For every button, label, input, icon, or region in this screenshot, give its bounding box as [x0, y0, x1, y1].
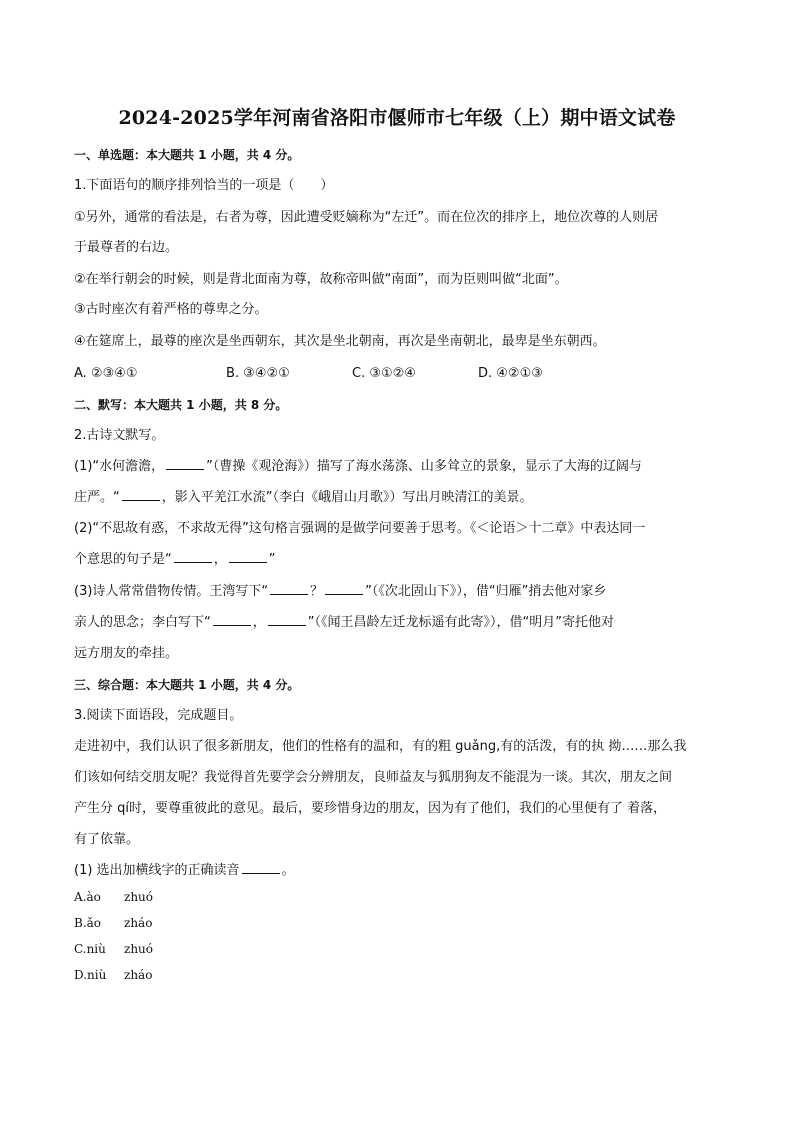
choice-key: B.ǎo [74, 916, 102, 930]
q3-subquestion-1-text: (1) 选出加横线字的正确读音 [74, 863, 240, 878]
answer-blank[interactable] [122, 488, 160, 501]
section-heading-dictation: 二、默写：本大题共 1 小题，共 8 分。 [74, 398, 288, 412]
q2-part1-text-a: (1)“水何澹澹， [74, 459, 165, 474]
q2-part3-text-a: (3)诗人常常借物传情。王湾写下“ [74, 584, 269, 599]
q2-part1-line1 [74, 457, 724, 477]
q1-sentence-1-cont: 于最尊者的右边。 [74, 240, 179, 255]
q2-part2-line1: (2)“不思故有惑，不求故无得”这句格言强调的是做学问要善于思考。《＜论语＞十二章》中表达同一 [74, 521, 646, 536]
q2-part2-text-b: ， [213, 552, 227, 567]
q2-part1-text-c: 庄严。“ [74, 490, 120, 505]
q2-part3-line1 [74, 582, 724, 602]
answer-blank[interactable] [325, 582, 363, 595]
q1-sentence-2: ②在举行朝会的时候，则是背北面南为尊，故称帝叫做“南面”，而为臣则叫做“北面”。 [74, 272, 568, 287]
q1-sentence-1: ①另外，通常的看法是，右者为尊，因此遭受贬嫡称为“左迁”。而在位次的排序上，地位次尊的人则居 [74, 210, 659, 225]
q3-stem: 3.阅读下面语段，完成题目。 [74, 708, 243, 723]
q2-part3-line2 [74, 613, 724, 633]
q1-stem: 1.下面语句的顺序排列恰当的一项是（ ） [74, 178, 334, 193]
q3-passage-line3: 产生分 qí时，要尊重彼此的意见。最后，要珍惜身边的朋友，因为有了他们，我们的心里便有了 着落， [74, 801, 667, 816]
q3-passage-line1: 走进初中，我们认识了很多新朋友，他们的性格有的温和，有的粗 guǎng,有的活泼，有的执 拗……那么我 [74, 739, 687, 754]
choice-value: zhuó [124, 942, 154, 956]
q2-part2-line2 [74, 550, 724, 570]
q2-part3-text-c: ”（《次北固山下》），借“归雁”捎去他对家乡 [365, 584, 607, 599]
answer-blank[interactable] [268, 613, 306, 626]
q2-part3-text-f: ”（《闻王昌龄左迁龙标遥有此寄》），借“明月”寄托他对 [307, 615, 614, 630]
q3-choice-c[interactable] [74, 940, 153, 958]
q2-part1-line2 [74, 488, 724, 508]
choice-value: zháo [124, 916, 153, 930]
q2-part2-text-a: 个意思的句子是“ [74, 552, 172, 567]
q2-part3-line3: 远方朋友的牵挂。 [74, 646, 179, 661]
exam-title: 2024-2025学年河南省洛阳市偃师市七年级（上）期中语文试卷 [118, 107, 676, 129]
choice-key: A.ào [74, 890, 101, 904]
q3-subquestion-1 [74, 861, 724, 881]
q2-part1-text-d: ，影入平羌江水流”（李白《峨眉山月歌》）写出月映清江的美景。 [161, 490, 533, 505]
q2-part3-text-b: ？ [310, 584, 324, 599]
answer-blank[interactable] [166, 457, 204, 470]
q1-sentence-3: ③古时座次有着严格的尊卑之分。 [74, 302, 268, 317]
q2-stem: 2.古诗文默写。 [74, 428, 165, 443]
q3-subquestion-1-end: 。 [281, 863, 295, 878]
choice-value: zháo [124, 968, 153, 982]
section-heading-single-choice: 一、单选题：本大题共 1 小题，共 4 分。 [74, 148, 300, 162]
q3-passage-line2: 们该如何结交朋友呢？我觉得首先要学会分辨朋友，良师益友与狐朋狗友不能混为一谈。其次，朋友之间 [74, 770, 673, 785]
q1-option-b[interactable]: B. ③④②① [226, 366, 290, 381]
q2-part1-text-b: ”（曹操《观沧海》）描写了海水荡涤、山多耸立的景象，显示了大海的辽阔与 [206, 459, 642, 474]
section-heading-comprehensive: 三、综合题：本大题共 1 小题，共 4 分。 [74, 678, 300, 692]
answer-blank[interactable] [270, 582, 308, 595]
choice-key: D.niù [74, 968, 107, 982]
q3-choice-b[interactable] [74, 914, 152, 932]
q1-option-a[interactable]: A. ②③④① [74, 366, 138, 381]
q2-part3-text-e: ， [252, 615, 266, 630]
q2-part2-text-c: ” [268, 552, 276, 567]
choice-value: zhuó [124, 890, 154, 904]
q1-option-c[interactable]: C. ③①②④ [352, 366, 416, 381]
answer-blank[interactable] [174, 550, 212, 563]
answer-blank[interactable] [213, 613, 251, 626]
q1-option-d[interactable]: D. ④②①③ [478, 366, 543, 381]
answer-blank[interactable] [229, 550, 267, 563]
choice-key: C.niù [74, 942, 106, 956]
q2-part3-text-d: 亲人的思念；李白写下“ [74, 615, 211, 630]
answer-blank[interactable] [242, 861, 280, 874]
q1-sentence-4: ④在筵席上，最尊的座次是坐西朝东，其次是坐北朝南，再次是坐南朝北，最卑是坐东朝西。 [74, 334, 606, 349]
q3-choice-d[interactable] [74, 966, 152, 984]
q3-passage-line4: 有了依靠。 [74, 832, 140, 847]
q3-choice-a[interactable] [74, 888, 153, 906]
